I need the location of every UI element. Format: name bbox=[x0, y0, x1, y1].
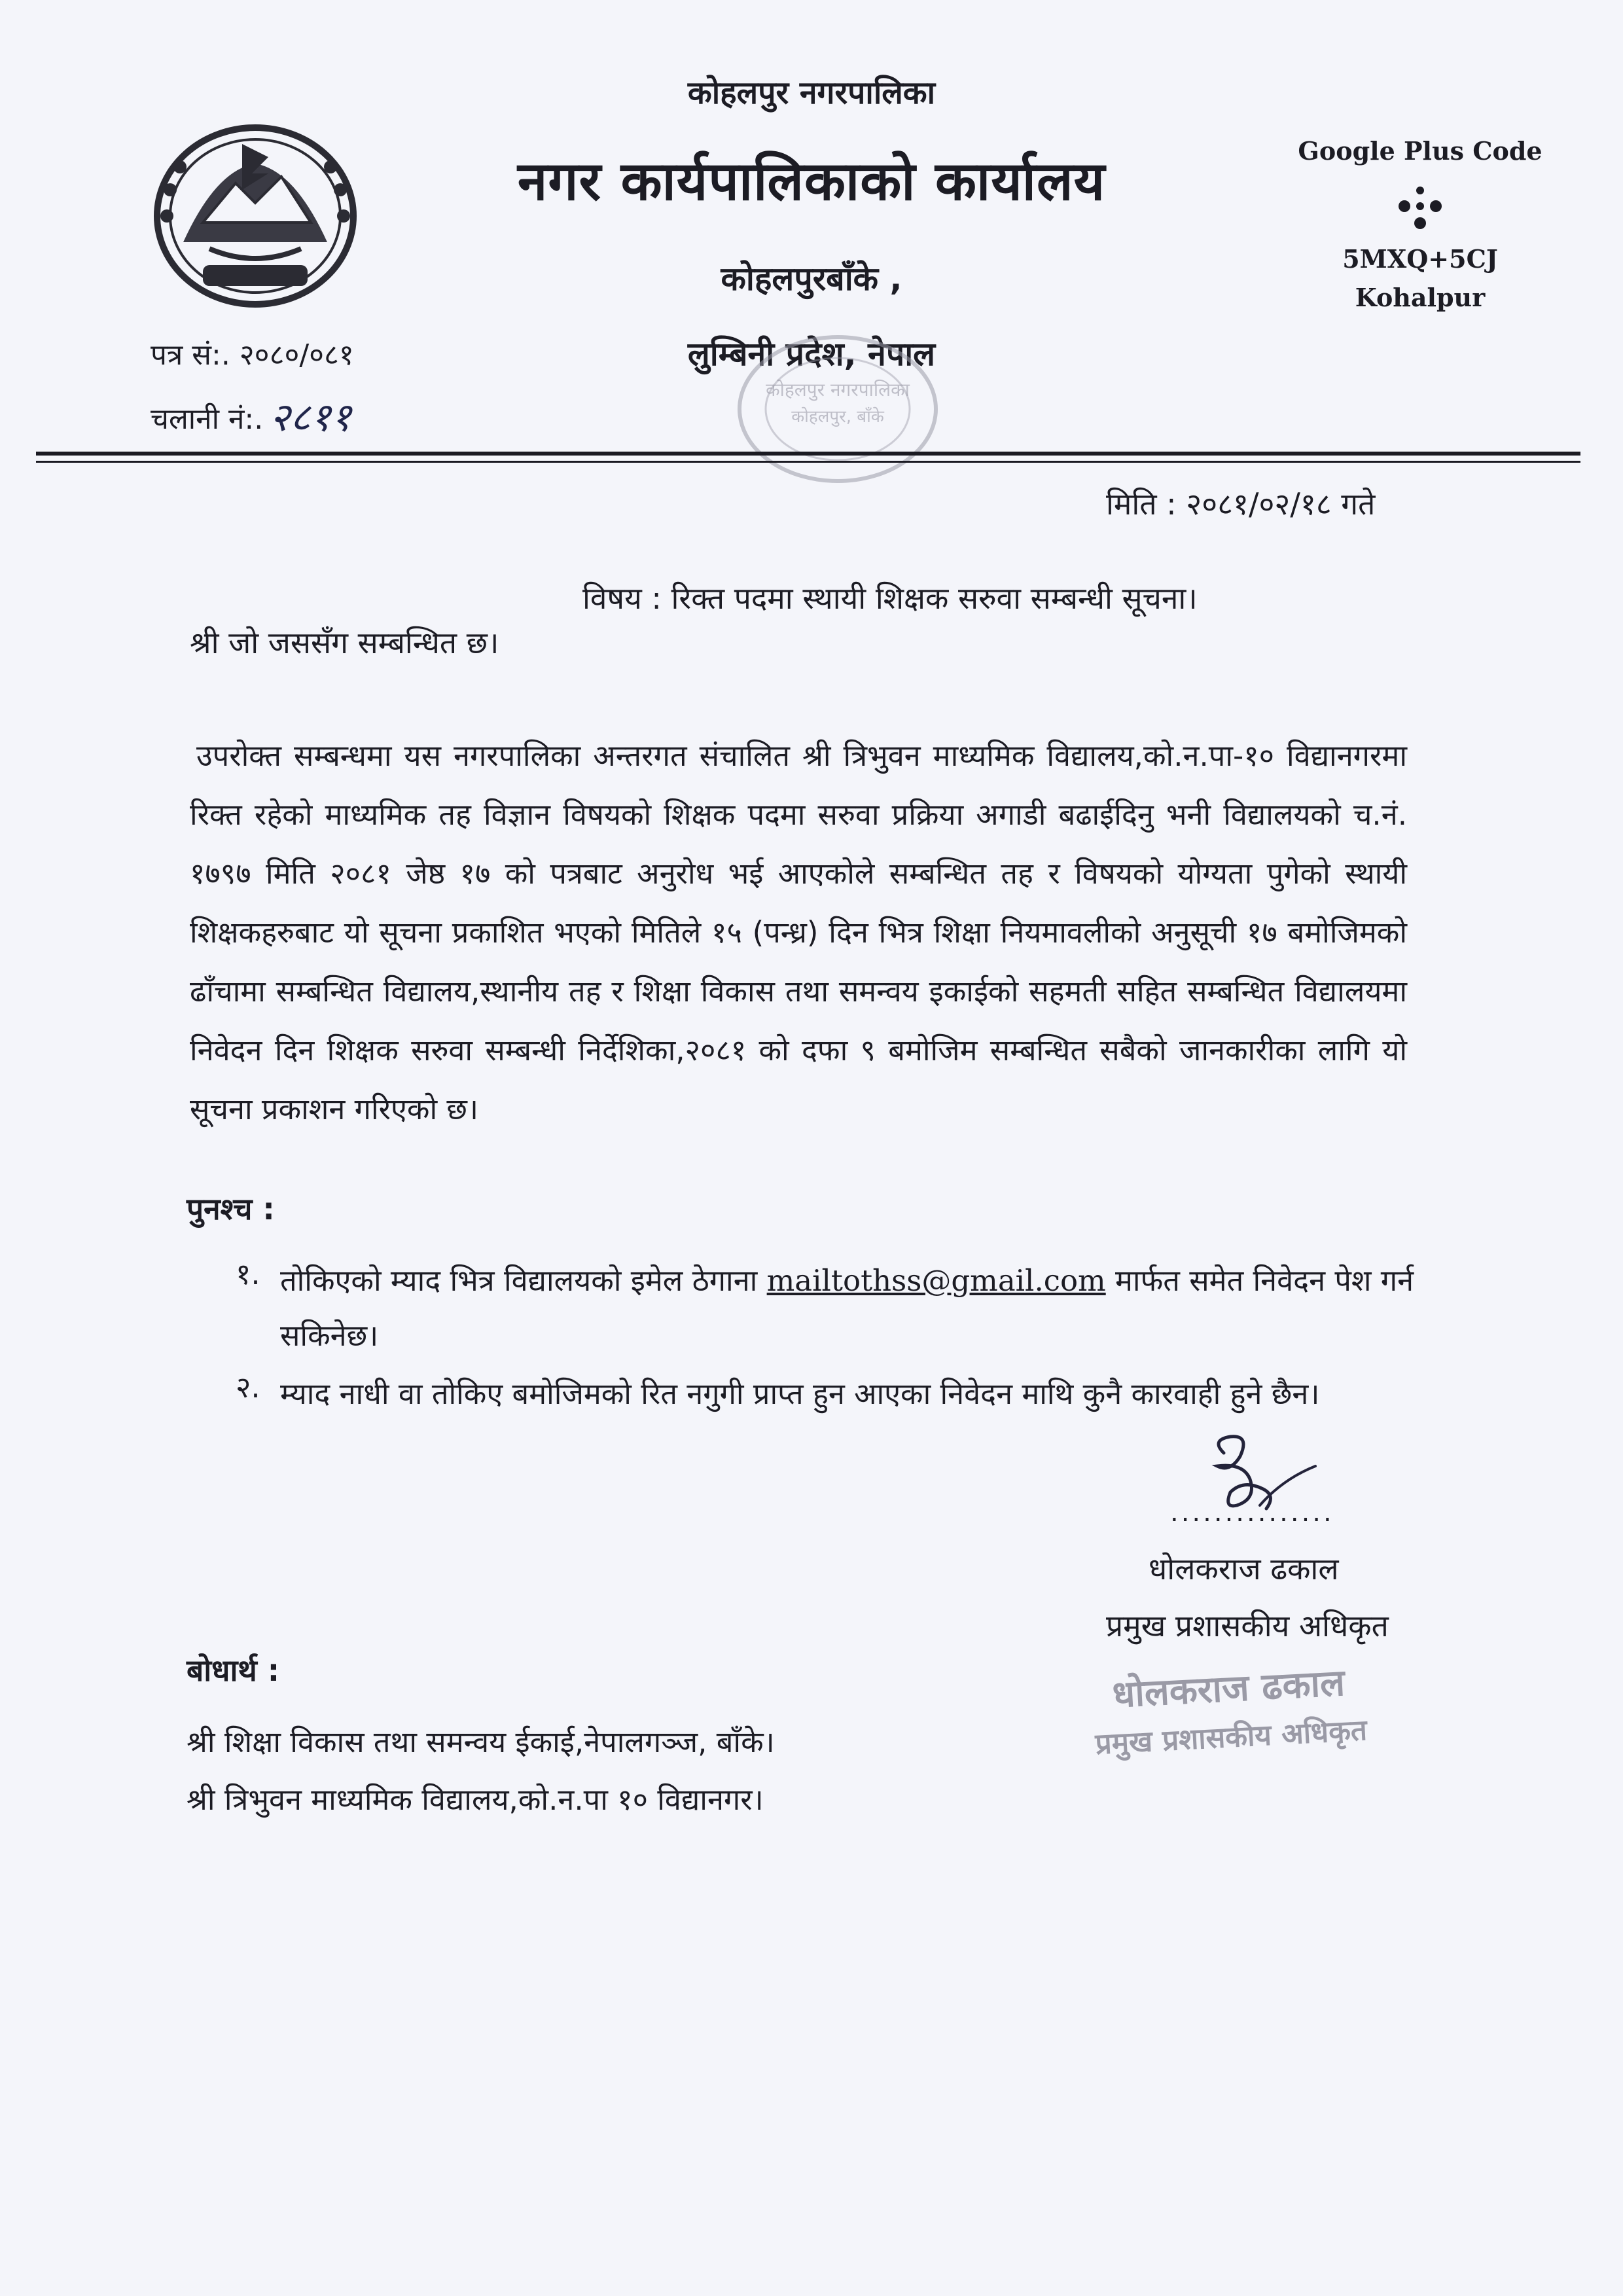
office-stamp bbox=[733, 331, 942, 488]
header-divider-thick bbox=[36, 452, 1580, 456]
signatory-title: प्रमुख प्रशासकीय अधिकृत bbox=[1106, 1608, 1389, 1643]
cc-recipient: श्री शिक्षा विकास तथा समन्वय ईकाई,नेपालगञ्ज, बाँके। bbox=[187, 1725, 775, 1759]
plus-code-city: Kohalpur bbox=[1355, 283, 1486, 312]
location-line-1: कोहलपुरबाँके , bbox=[721, 260, 902, 298]
postscript-item-1-number: १. bbox=[236, 1257, 260, 1291]
plus-code-dots-icon bbox=[1394, 185, 1446, 232]
office-title: नगर कार्यपालिकाको कार्यालय bbox=[517, 151, 1106, 213]
postscript-item-1-text-after: मार्फत समेत निवेदन पेश गर्न सकिनेछ। bbox=[280, 1263, 1414, 1353]
reference-number: पत्र सं:. २०८०/०८१ bbox=[151, 338, 354, 372]
cc-title: बोधार्थ : bbox=[187, 1653, 280, 1688]
plus-code-box bbox=[1283, 136, 1558, 312]
cc-recipient: श्री त्रिभुवन माध्यमिक विद्यालय,को.न.पा १० विद्यानगर। bbox=[187, 1782, 764, 1817]
postscript-item-2-number: २. bbox=[236, 1370, 260, 1405]
letter-body-paragraph: उपरोक्त सम्बन्धमा यस नगरपालिका अन्तरगत संचालित श्री त्रिभुवन माध्यमिक विद्यालय,को.न.पा-१० विद्यानगरमा रिक्त रहेको माध्यमिक तह विज्ञान विषयको शिक्षक पदमा सरुवा प्रक्रिया अगाडी बढाईदिनु भनी विद्यालयको च.नं. १७९७ मिति २०८१ जेष्ठ १७ को पत्रबाट अनुरोध भई आएकोले सम्बन्धित तह र विषयको योग्यता पुगेको स्थायी शिक्षकहरुबाट यो सूचना प्रकाशित भएको मितिले १५ (पन्ध्र) दिन भित्र शिक्षा नियमावलीको अनुसूची १७ बमोजिमको ढाँचामा सम्बन्धित विद्यालय,स्थानीय तह र शिक्षा विकास तथा समन्वय इकाईको सहमती सहित सम्बन्धित विद्यालयमा निवेदन दिन शिक्षक सरुवा सम्बन्धी निर्देशिका,२०८१ को दफा ९ बमोजिम सम्बन्धित सबैको जानकारीका लागि यो सूचना प्रकाशन गरिएको छ। bbox=[190, 738, 1407, 1126]
letter-subject: विषय : रिक्त पदमा स्थायी शिक्षक सरुवा सम्बन्धी सूचना। bbox=[582, 581, 1198, 616]
postscript-title: पुनश्च : bbox=[187, 1191, 275, 1227]
location-line-2: लुम्बिनी प्रदेश, नेपाल bbox=[687, 335, 936, 373]
svg-text:कोहलपुर नगरपालिका: कोहलपुर नगरपालिका bbox=[766, 379, 910, 401]
signatory-name: धोलकराज ढकाल bbox=[1149, 1551, 1339, 1587]
plus-code-title: Google Plus Code bbox=[1298, 136, 1543, 166]
svg-text:कोहलपुर, बाँके: कोहलपुर, बाँके bbox=[791, 407, 884, 427]
salutation: श्री जो जससँग सम्बन्धित छ। bbox=[190, 625, 499, 660]
signatory-seal-stamp bbox=[1058, 1654, 1404, 1789]
letter-date: मिति : २०८१/०२/१८ गते bbox=[1106, 486, 1376, 522]
signature-dotted-line: ............... bbox=[1170, 1498, 1334, 1528]
postscript-item-2: म्याद नाधी वा तोकिए बमोजिमको रित नगुगी प्राप्त हुन आएका निवेदन माथि कुनै कारवाही हुने छैन। bbox=[280, 1376, 1320, 1411]
postscript-item-1-text-before: तोकिएको म्याद भित्र विद्यालयको इमेल ठेगाना bbox=[280, 1263, 767, 1298]
seal-stamp-name: धोलकराज ढकाल bbox=[1111, 1661, 1346, 1717]
header-divider-thin bbox=[36, 461, 1580, 463]
dispatch-label: चलानी नं:. bbox=[151, 403, 264, 436]
dispatch-number-handwritten: २८११ bbox=[270, 395, 351, 440]
plus-code-value: 5MXQ+5CJ bbox=[1342, 244, 1498, 274]
seal-stamp-title: प्रमुख प्रशासकीय अधिकृत bbox=[1094, 1713, 1368, 1761]
municipality-name: कोहलपुर नगरपालिका bbox=[687, 75, 936, 111]
postscript-item-1 bbox=[280, 1253, 1419, 1363]
school-email-link[interactable]: mailtothss@gmail.com bbox=[766, 1263, 1106, 1298]
